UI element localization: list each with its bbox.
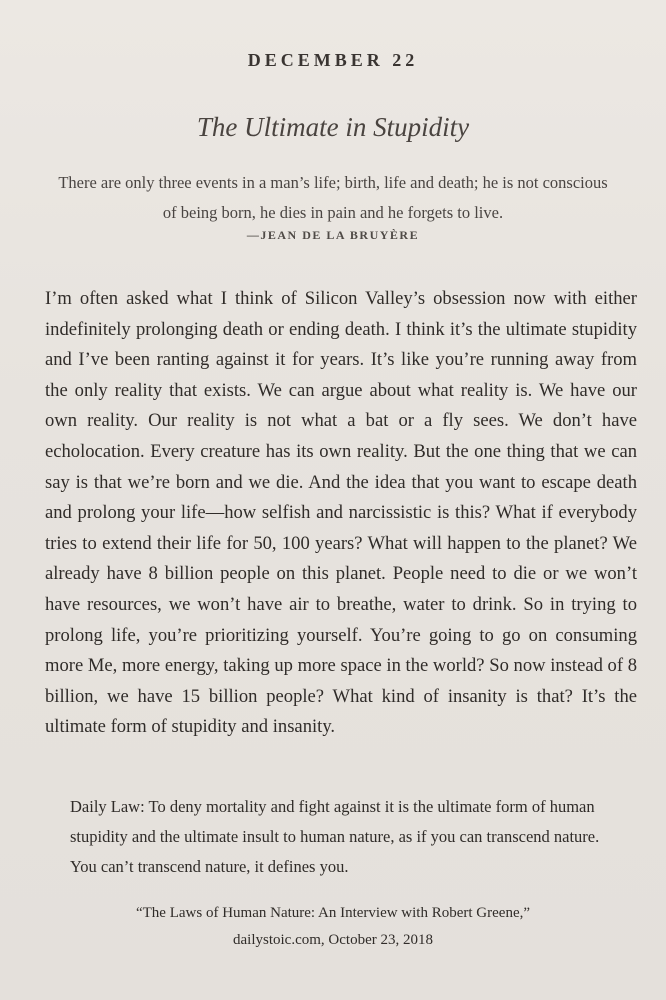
source-citation — [60, 900, 606, 954]
daily-law-label: Daily Law: — [70, 797, 145, 816]
daily-law — [70, 792, 625, 882]
entry-title: The Ultimate in Stupidity — [196, 112, 470, 142]
epigraph-quote: There are only three events in a man’s life; birth, life and death; he is not conscious of being born, he dies in pain and he forgets to live. — [58, 173, 608, 222]
source-title: “The Laws of Human Nature: An Interview with Robert Greene,” — [135, 905, 531, 921]
epigraph-attribution: —JEAN DE LA BRUYÈRE — [246, 228, 420, 242]
entry-body: I’m often asked what I think of Silicon Valley’s obsession now with either indefinitely prolonging death or ending death. I think it’s the ultimate stupidity and I’ve been ranting against it for years. It’s like you’re running away from the only reality that exists. We can argue about what reality is. We have our own reality. Our reality is not what a bat or a fly sees. We don’t have echolocation. Every creature has its own reality. But the one thing that we can say is that we’re born and we die. And the idea that you want to escape death and prolong your life—how selfish and narcissistic is this? What if everybody tries to extend their life for 50, 100 years? What will happen to the planet? We already have 8 billion people on this planet. People need to die or we won’t have resources, we won’t have air to breathe, water to drink. So in trying to prolong life, you’re prioritizing yourself. You’re going to go on consuming more Me, more energy, taking up more space in the world? So now instead of 8 billion, we have 15 billion people? What kind of insanity is that? It’s the ultimate form of stupidity and insanity. — [45, 288, 637, 738]
source-publication: dailystoic.com, October 23, 2018 — [233, 932, 433, 948]
daily-law-text: To deny mortality and fight against it is the ultimate form of human stupidity and the ultimate insult to human nature, as if you can transcend nature. You can’t transcend nature, it defines you. — [70, 797, 600, 876]
entry-date: DECEMBER 22 — [247, 50, 419, 70]
